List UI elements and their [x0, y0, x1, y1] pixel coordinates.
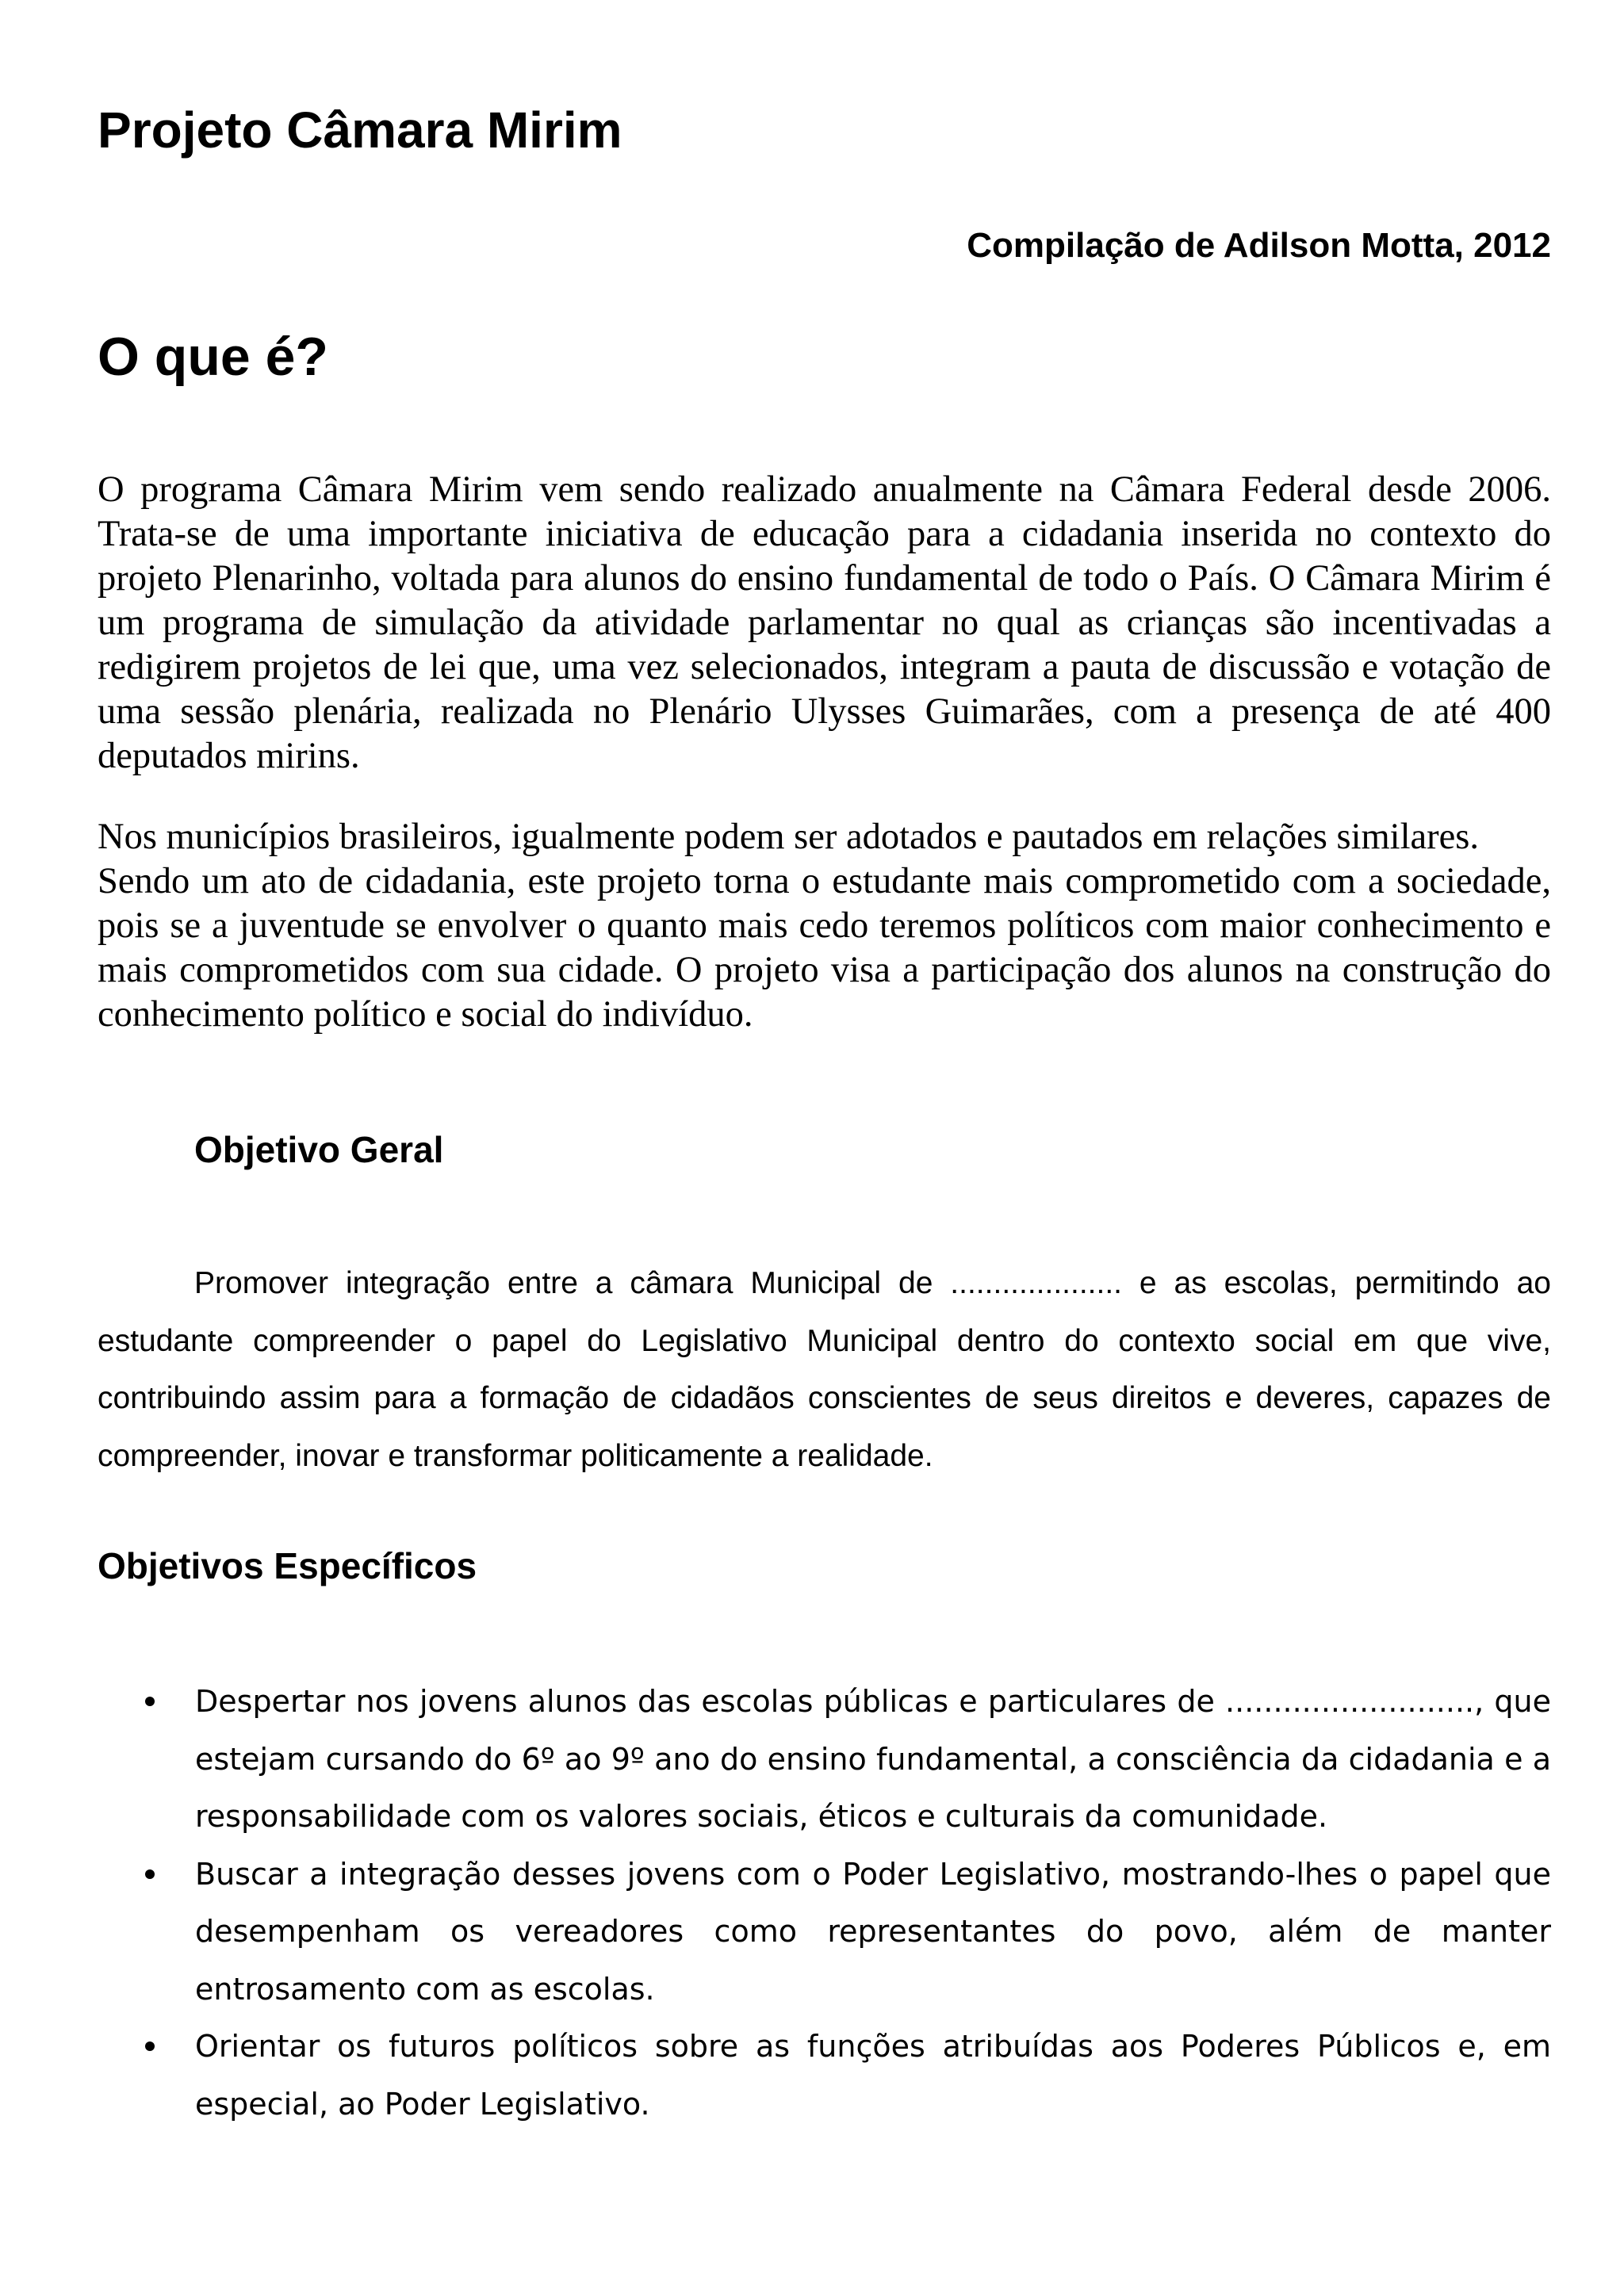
bullet-icon	[145, 2042, 155, 2051]
section-heading-what: O que é?	[98, 327, 328, 387]
bullet-icon	[145, 1869, 155, 1879]
objetivo-geral-heading: Objetivo Geral	[194, 1129, 444, 1170]
list-item-text: Despertar nos jovens alunos das escolas públicas e particulares de .........................., que estejam cursando do 6º ao 9º ano do ensino fundamental, a consciência da cidadania e a responsabilidade com os valores sociais, éticos e culturais da comunidade.	[195, 1684, 1551, 1834]
document-title: Projeto Câmara Mirim	[98, 101, 622, 159]
objetivos-especificos-heading: Objetivos Específicos	[98, 1545, 477, 1586]
bullet-icon	[145, 1697, 155, 1706]
list-item	[98, 1846, 1551, 2019]
list-item-text: Orientar os futuros políticos sobre as funções atribuídas aos Poderes Públicos e, em especial, ao Poder Legislativo.	[195, 2029, 1551, 2122]
objetivo-geral-paragraph: Promover integração entre a câmara Municipal de .................... e as escolas, permitindo ao estudante compreender o papel do Legislativo Municipal dentro do contexto social em que vive, contribuindo assim para a formação de cidadãos conscientes de seus direitos e deveres, capazes de compreender, inovar e transformar politicamente a realidade.	[98, 1266, 1551, 1473]
author-byline: Compilação de Adilson Motta, 2012	[967, 226, 1551, 265]
intro-paragraph: O programa Câmara Mirim vem sendo realizado anualmente na Câmara Federal desde 2006. Trata-se de uma importante iniciativa de educação para a cidadania inserida no contexto do projeto Plenarinho, voltada para alunos do ensino fundamental de todo o País. O Câmara Mirim é um programa de simulação da atividade parlamentar no qual as crianças são incentivadas a redigirem projetos de lei que, uma vez selecionados, integram a pauta de discussão e votação de uma sessão plenária, realizada no Plenário Ulysses Guimarães, com a presença de até 400 deputados mirins.	[98, 469, 1551, 776]
list-item	[98, 1673, 1551, 1846]
municipal-paragraph	[98, 815, 1551, 1037]
list-item-text: Buscar a integração desses jovens com o Poder Legislativo, mostrando-lhes o papel que desempenham os vereadores como representantes do povo, além de manter entrosamento com as escolas.	[195, 1856, 1551, 2007]
list-item	[98, 2018, 1551, 2133]
municipal-paragraph-body: Sendo um ato de cidadania, este projeto torna o estudante mais comprometido com a sociedade, pois se a juventude se envolver o quanto mais cedo teremos políticos com maior conhecimento e mais comprometidos com sua cidade. O projeto visa a participação dos alunos na construção do conhecimento político e social do indivíduo.	[98, 861, 1551, 1035]
municipal-paragraph-first-line: Nos municípios brasileiros, igualmente podem ser adotados e pautados em relações similares.	[98, 817, 1480, 857]
objetivos-especificos-list	[98, 1673, 1551, 2133]
